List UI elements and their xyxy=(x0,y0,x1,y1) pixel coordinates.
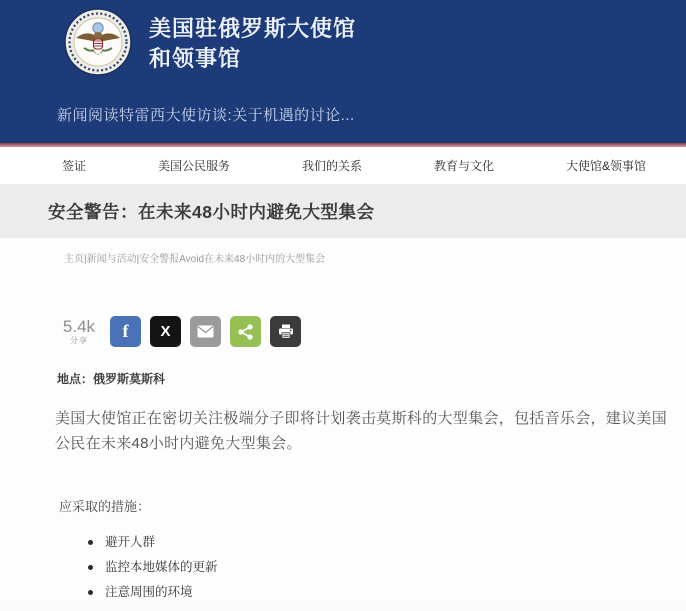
share-nodes-icon xyxy=(238,324,253,340)
site-title-line1: 美国驻俄罗斯大使馆 xyxy=(149,16,357,41)
breadcrumb[interactable]: 主页|新闻与活动|安全警报Avoid在未来48小时内的大型集会 xyxy=(64,254,326,265)
nav-item-our-relationship[interactable]: 我们的关系 xyxy=(301,159,362,173)
eagle-seal-icon xyxy=(64,8,132,76)
action-item-be-aware: 注意周围的环境 xyxy=(88,586,218,599)
share-count-number: 5.4k xyxy=(62,317,96,336)
news-ticker-link[interactable]: 新闻阅读特雷西大使访谈:关于机遇的讨论... xyxy=(57,107,355,124)
site-title xyxy=(149,14,356,74)
nav-item-visas[interactable]: 签证 xyxy=(62,159,87,173)
page-title-band xyxy=(0,184,686,238)
share-toolbar xyxy=(58,316,310,347)
x-twitter-share-button[interactable] xyxy=(150,316,181,347)
facebook-share-button[interactable] xyxy=(110,316,141,347)
location-line xyxy=(57,370,165,387)
envelope-icon xyxy=(197,325,214,338)
printer-icon xyxy=(278,324,294,339)
state-department-seal-logo[interactable] xyxy=(64,8,132,76)
main-navigation xyxy=(0,147,686,184)
action-item-avoid-crowds: 避开人群 xyxy=(88,536,218,549)
print-button[interactable] xyxy=(270,316,301,347)
nav-item-embassy-consulates[interactable]: 大使馆&领事馆 xyxy=(565,159,646,173)
share-count xyxy=(58,318,100,345)
location-label: 地点： xyxy=(57,372,94,386)
location-value: 俄罗斯莫斯科 xyxy=(93,372,166,386)
action-item-monitor-media: 监控本地媒体的更新 xyxy=(88,561,218,574)
alert-body-text: 美国大使馆正在密切关注极端分子即将计划袭击莫斯科的大型集会，包括音乐会，建议美国公民在未来48小时内避免大型集会。 xyxy=(55,410,668,452)
article-content xyxy=(0,238,686,600)
page-title: 安全警告：在未来48小时内避免大型集会 xyxy=(48,201,375,222)
generic-share-button[interactable] xyxy=(230,316,261,347)
site-title-line2: 和领事馆 xyxy=(149,46,242,71)
site-header xyxy=(0,0,686,143)
actions-heading: 应采取的措施： xyxy=(59,499,151,514)
nav-item-citizen-services[interactable]: 美国公民服务 xyxy=(157,159,230,173)
nav-item-education-culture[interactable]: 教育与文化 xyxy=(433,159,494,173)
facebook-icon: f xyxy=(122,321,129,341)
x-twitter-icon: X xyxy=(160,323,171,340)
share-count-label: 分享 xyxy=(70,336,88,345)
email-share-button[interactable] xyxy=(190,316,221,347)
